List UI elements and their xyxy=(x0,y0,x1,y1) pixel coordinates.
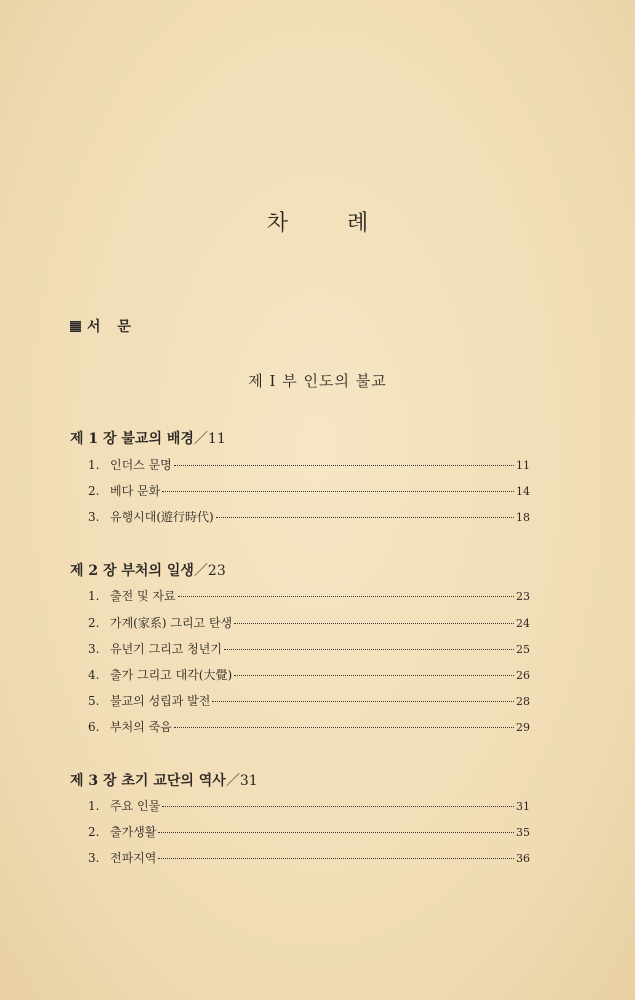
entry-number: 6. xyxy=(88,720,100,734)
dot-leader xyxy=(234,675,514,676)
entry-number: 1. xyxy=(88,799,100,813)
toc-entry xyxy=(88,640,530,657)
chapter-heading xyxy=(70,770,258,790)
dot-leader xyxy=(174,727,514,728)
entry-number: 1. xyxy=(88,589,100,603)
dot-leader xyxy=(174,465,514,466)
toc-entry xyxy=(88,666,530,683)
entry-page: 24 xyxy=(516,617,530,630)
entry-number: 4. xyxy=(88,668,100,682)
dot-leader xyxy=(158,832,514,833)
dot-leader xyxy=(162,806,514,807)
entry-title: 출가생활 xyxy=(110,825,157,839)
toc-entry xyxy=(88,823,530,840)
dot-leader xyxy=(224,649,514,650)
toc-entry xyxy=(88,614,530,631)
entry-page: 25 xyxy=(516,643,530,656)
entry-number: 1. xyxy=(88,458,100,472)
entry-number: 3. xyxy=(88,642,100,656)
entry-page: 14 xyxy=(516,485,530,498)
entry-title: 주요 인물 xyxy=(110,799,161,813)
entry-title: 유년기 그리고 청년기 xyxy=(110,642,222,656)
entry-number: 3. xyxy=(88,510,100,524)
entry-title: 부처의 죽음 xyxy=(110,720,172,734)
dot-leader xyxy=(158,858,514,859)
dot-leader xyxy=(212,701,514,702)
entry-title: 베다 문화 xyxy=(110,484,161,498)
entry-title: 출전 및 자료 xyxy=(110,589,176,603)
toc-entry xyxy=(88,456,530,473)
dot-leader xyxy=(216,517,514,518)
chapter-heading xyxy=(70,560,226,580)
entry-number: 2. xyxy=(88,616,100,630)
chapter-page: ／11 xyxy=(193,431,226,447)
chapter-title: 제 2 장 부처의 일생 xyxy=(70,563,194,579)
square-bullet-icon xyxy=(70,321,81,332)
dot-leader xyxy=(234,623,514,624)
toc-entry xyxy=(88,482,530,499)
preface-label: 서 문 xyxy=(87,319,137,335)
toc-entry xyxy=(88,587,530,604)
entry-number: 2. xyxy=(88,484,100,498)
entry-page: 18 xyxy=(516,511,530,524)
entry-page: 23 xyxy=(516,590,530,603)
toc-entry xyxy=(88,849,530,866)
page-title: 차 례 xyxy=(266,211,395,236)
entry-title: 출가 그리고 대각(大覺) xyxy=(110,668,233,682)
chapter-title: 제 3 장 초기 교단의 역사 xyxy=(70,773,226,789)
entry-page: 36 xyxy=(516,852,530,865)
toc-entry xyxy=(88,508,530,525)
entry-page: 31 xyxy=(516,800,530,813)
chapter-page: ／31 xyxy=(225,773,258,789)
part-heading: 제 I 부 인도의 불교 xyxy=(248,372,387,390)
dot-leader xyxy=(178,596,514,597)
entry-title: 인더스 문명 xyxy=(110,458,172,472)
entry-title: 불교의 성립과 발전 xyxy=(110,694,211,708)
dot-leader xyxy=(162,491,514,492)
entry-page: 35 xyxy=(516,826,530,839)
entry-title: 전파지역 xyxy=(110,851,157,865)
toc-entry xyxy=(88,718,530,735)
entry-title: 유행시대(遊行時代) xyxy=(110,510,214,524)
entry-number: 5. xyxy=(88,694,100,708)
entry-number: 3. xyxy=(88,851,100,865)
entry-page: 29 xyxy=(516,721,530,734)
chapter-page: ／23 xyxy=(193,563,226,579)
entry-title: 가계(家系) 그리고 탄생 xyxy=(110,616,233,630)
toc-entry xyxy=(88,692,530,709)
preface-entry xyxy=(70,316,137,336)
chapter-heading xyxy=(70,428,226,448)
entry-page: 28 xyxy=(516,695,530,708)
toc-entry xyxy=(88,797,530,814)
chapter-title: 제 1 장 불교의 배경 xyxy=(70,431,194,447)
entry-number: 2. xyxy=(88,825,100,839)
entry-page: 11 xyxy=(516,459,530,472)
entry-page: 26 xyxy=(516,669,530,682)
